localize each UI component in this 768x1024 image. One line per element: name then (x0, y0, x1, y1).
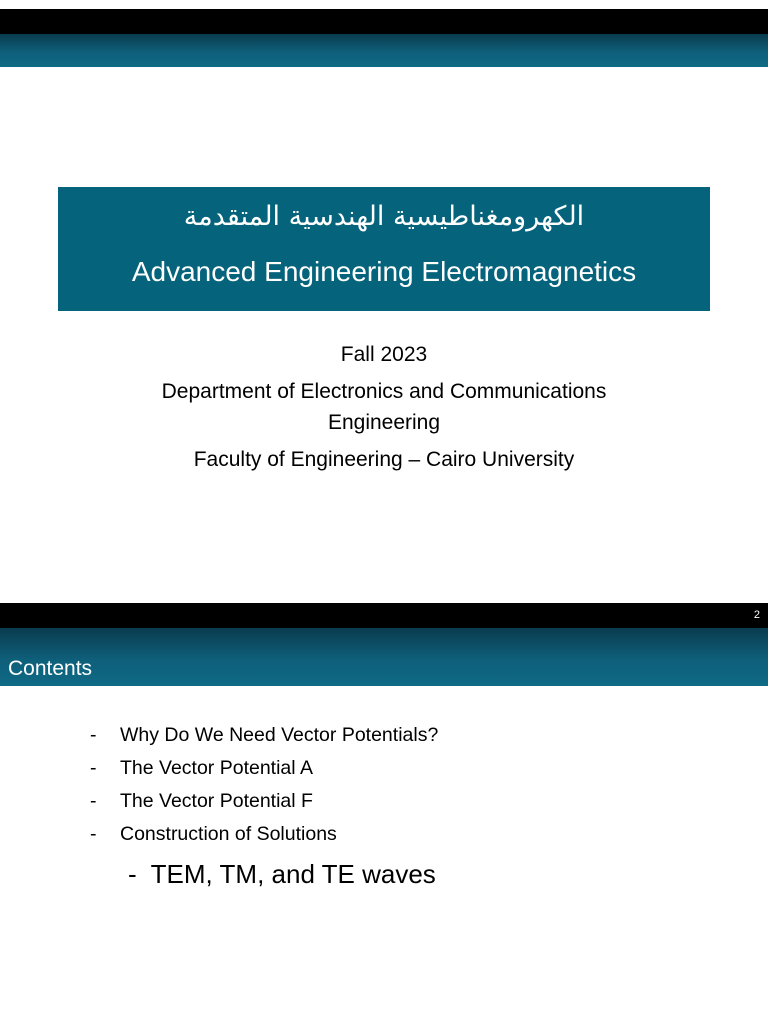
title-box (58, 187, 710, 311)
term-text: Fall 2023 (340, 343, 428, 366)
department-line-1: Department of Electronics and Communications (161, 380, 607, 403)
faculty-text: Faculty of Engineering – Cairo University (193, 448, 575, 471)
bullet-dash: - (90, 823, 97, 845)
slide-1-header-band (0, 34, 768, 67)
slide-2-top-bar (0, 603, 768, 628)
slide-2-header-band (0, 628, 768, 686)
department-line-2: Engineering (327, 411, 441, 434)
slide-1-top-bar (0, 9, 768, 34)
sub-list-item (128, 858, 436, 890)
bullet-dash: - (128, 859, 137, 889)
bullet-dash: - (90, 724, 97, 746)
contents-title: Contents (8, 657, 93, 680)
slide-separator (0, 596, 768, 603)
title-arabic: الكهرومغناطيسية الهندسية المتقدمة (183, 201, 585, 232)
slide-2 (0, 603, 768, 1024)
list-item-text: The Vector Potential A (120, 757, 313, 779)
sub-list-item-text: TEM, TM, and TE waves (150, 859, 436, 889)
list-item-text: Why Do We Need Vector Potentials? (120, 724, 439, 746)
bullet-dash: - (90, 790, 97, 812)
bullet-dash: - (90, 757, 97, 779)
page-number: 2 (753, 609, 760, 621)
list-item-text: Construction of Solutions (120, 823, 337, 845)
list-item-text: The Vector Potential F (120, 790, 313, 812)
title-english: Advanced Engineering Electromagnetics (131, 256, 637, 287)
